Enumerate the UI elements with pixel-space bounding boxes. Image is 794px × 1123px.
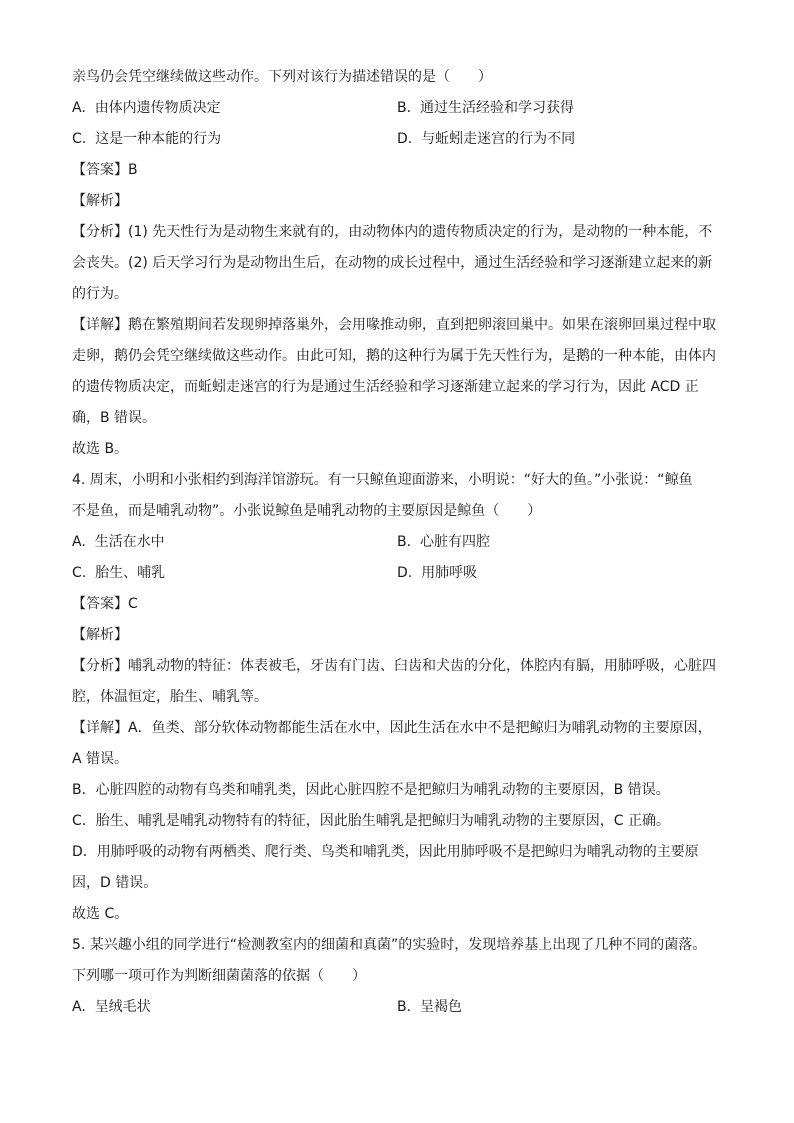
q3-option-b: B. 通过生活经验和学习获得 (397, 100, 574, 116)
q3-stem-tail: 亲鸟仍会凭空继续做这些动作。下列对该行为描述错误的是（ ） (72, 69, 492, 85)
document-page (72, 62, 722, 1023)
q5-options-row-1 (72, 992, 722, 1023)
q3-analysis-line: 的行为。 (72, 286, 128, 302)
q3-option-c: C. 这是一种本能的行为 (72, 131, 222, 147)
q3-conclusion: 故选 B。 (72, 441, 129, 457)
q4-option-b: B. 心脏有四腔 (397, 534, 490, 550)
q4-analysis-line: 【分析】哺乳动物的特征：体表被毛，牙齿有门齿、臼齿和犬齿的分化，体腔内有膈，用肺呼吸，心脏四 (72, 658, 716, 674)
q3-answer: 【答案】B (72, 162, 138, 178)
q4-jiexi-heading: 【解析】 (72, 627, 128, 643)
q3-detail-line: 走卵，鹅仍会凭空继续做这些动作。由此可知，鹅的这种行为属于先天性行为，是鹅的一种本能，由体内 (72, 348, 716, 364)
q5-stem-line: 下列哪一项可作为判断细菌菌落的依据（ ） (72, 968, 366, 984)
q4-answer: 【答案】C (72, 596, 138, 612)
q3-options-row-1 (72, 93, 722, 124)
q3-analysis-line: 会丧失。(2) 后天学习行为是动物出生后，在动物的成长过程中，通过生活经验和学习逐渐建立起来的新 (72, 255, 713, 271)
q5-stem-line: 5. 某兴趣小组的同学进行“检测教室内的细菌和真菌”的实验时，发现培养基上出现了几种不同的菌落。 (72, 937, 707, 953)
q3-options-row-2 (72, 124, 722, 155)
q3-detail-line: 的遗传物质决定，而蚯蚓走迷宫的行为是通过生活经验和学习逐渐建立起来的学习行为，因此 ACD 正 (72, 379, 699, 395)
q4-options-row-2 (72, 558, 722, 589)
q3-detail-line: 确，B 错误。 (72, 410, 157, 426)
q4-detail-line: D．用肺呼吸的动物有两栖类、爬行类、鸟类和哺乳类，因此用肺呼吸不是把鲸归为哺乳动物的主要原 (72, 844, 699, 860)
q3-option-a: A. 由体内遗传物质决定 (72, 100, 221, 116)
q4-option-c: C. 胎生、哺乳 (72, 565, 166, 581)
q4-analysis-line: 腔，体温恒定，胎生、哺乳等。 (72, 689, 268, 705)
q3-detail-line: 【详解】鹅在繁殖期间若发现卵掉落巢外，会用喙推动卵，直到把卵滚回巢中。如果在滚卵回巢过程中取 (72, 317, 716, 333)
q3-option-d: D. 与蚯蚓走迷宫的行为不同 (397, 131, 576, 147)
q4-detail-line: A 错误。 (72, 751, 129, 767)
q3-analysis-line: 【分析】(1) 先天性行为是动物生来就有的，由动物体内的遗传物质决定的行为，是动物的一种本能，不 (72, 224, 713, 240)
q4-conclusion: 故选 C。 (72, 906, 129, 922)
q4-option-a: A. 生活在水中 (72, 534, 165, 550)
q3-jiexi-heading: 【解析】 (72, 193, 128, 209)
q4-detail-line: C．胎生、哺乳是哺乳动物特有的特征，因此胎生哺乳是把鲸归为哺乳动物的主要原因，C 正确。 (72, 813, 670, 829)
q4-option-d: D. 用肺呼吸 (397, 565, 478, 581)
q4-options-row-1 (72, 527, 722, 558)
q5-option-b: B. 呈褐色 (397, 999, 462, 1015)
q4-stem-line: 不是鱼，而是哺乳动物”。小张说鲸鱼是哺乳动物的主要原因是鲸鱼（ ） (72, 503, 542, 519)
q4-detail-line: 因，D 错误。 (72, 875, 158, 891)
q4-detail-line: 【详解】A．鱼类、部分软体动物都能生活在水中，因此生活在水中不是把鲸归为哺乳动物的主要原因， (72, 720, 712, 736)
q4-detail-line: B．心脏四腔的动物有鸟类和哺乳类，因此心脏四腔不是把鲸归为哺乳动物的主要原因，B 错误。 (72, 782, 670, 798)
q5-option-a: A. 呈绒毛状 (72, 999, 151, 1015)
q4-stem-line: 4. 周末，小明和小张相约到海洋馆游玩。有一只鲸鱼迎面游来，小明说：“好大的鱼。”小张说：“鲸鱼 (72, 472, 693, 488)
